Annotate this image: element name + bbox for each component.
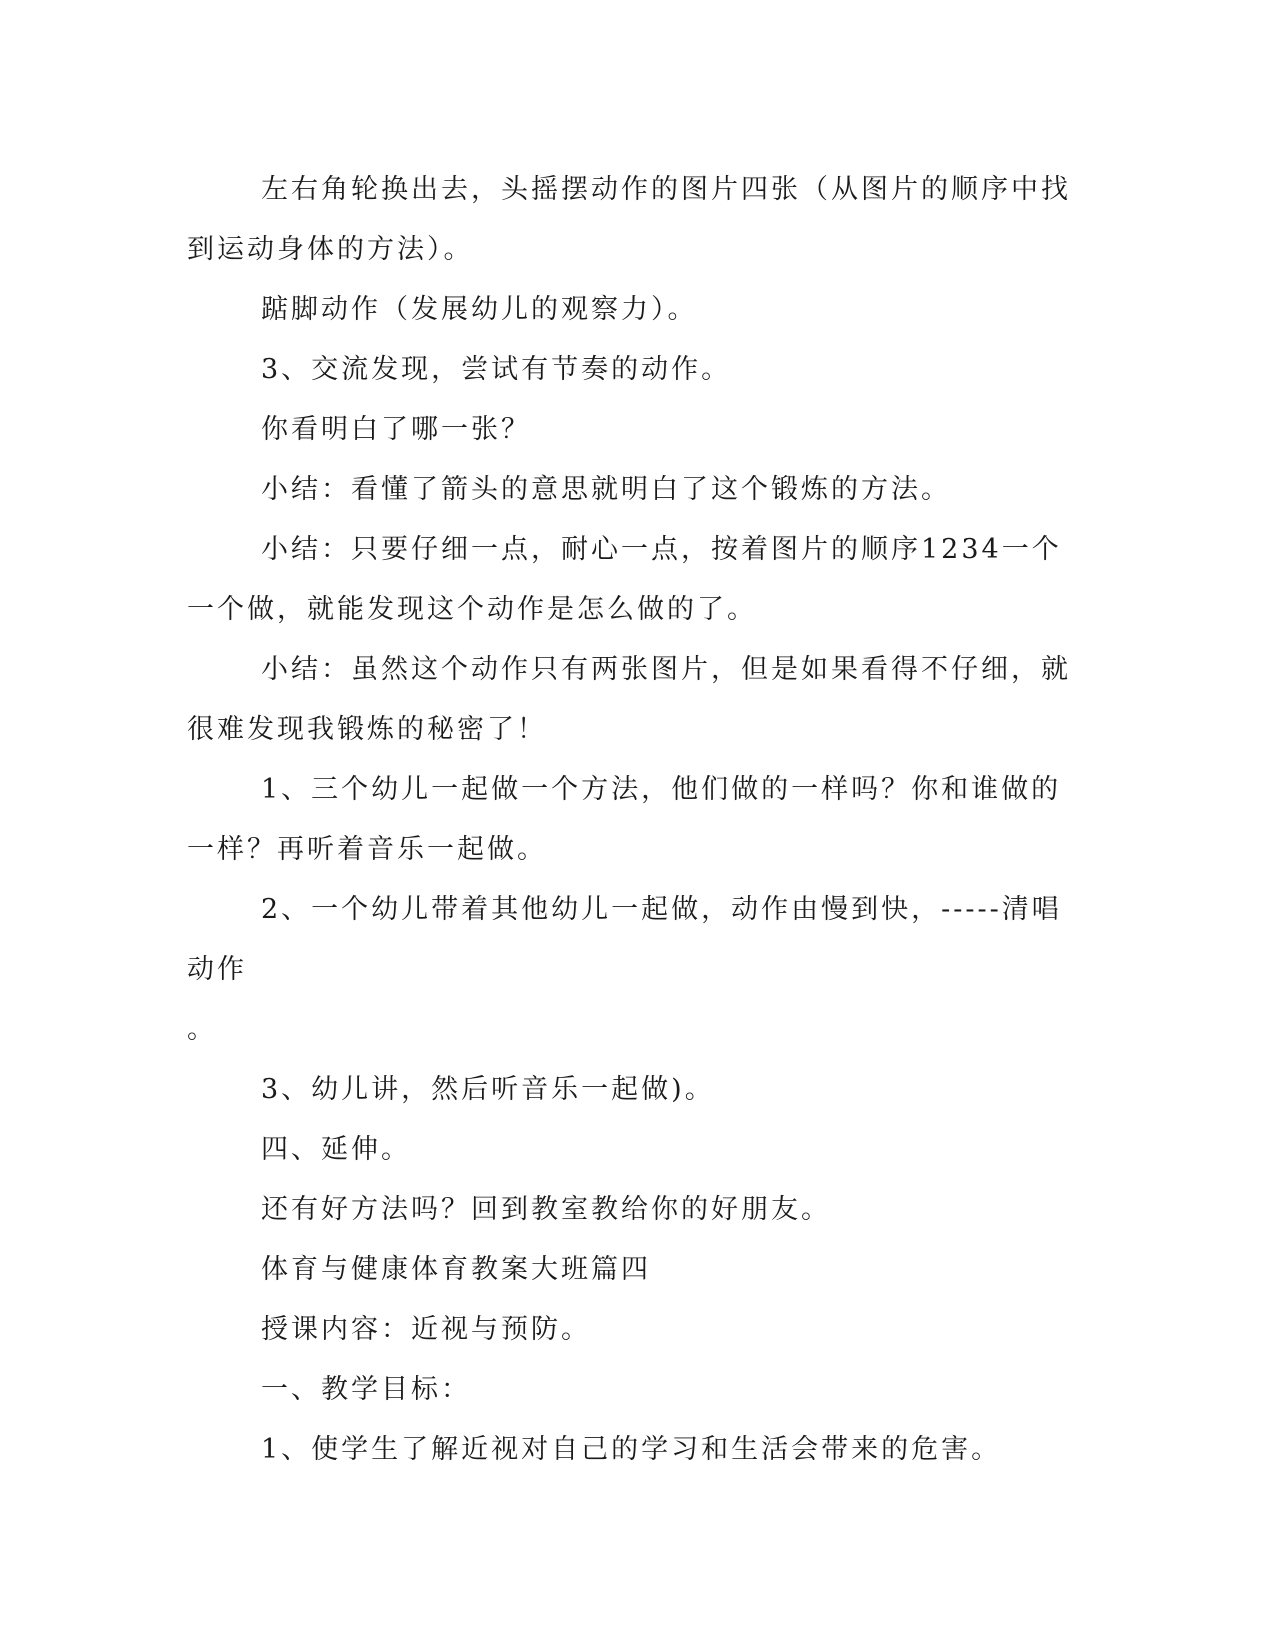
- paragraph-3: 3、交流发现，尝试有节奏的动作。: [261, 354, 732, 385]
- paragraph-9: 2、一个幼儿带着其他幼儿一起做，动作由慢到快，-----清唱动作: [187, 894, 1062, 985]
- paragraph-2: 踮脚动作（发展幼儿的观察力）。: [261, 294, 698, 325]
- paragraph-10: 。: [187, 1014, 217, 1045]
- paragraph-4: 你看明白了哪一张？: [261, 414, 531, 445]
- paragraph-6: 小结：只要仔细一点，耐心一点，按着图片的顺序1234一个一个做，就能发现这个动作是怎么做的了。: [187, 534, 1062, 625]
- paragraph-8: 1、三个幼儿一起做一个方法，他们做的一样吗？你和谁做的一样？再听着音乐一起做。: [187, 774, 1062, 865]
- paragraph-7: 小结：虽然这个动作只有两张图片，但是如果看得不仔细，就很难发现我锻炼的秘密了！: [187, 654, 1071, 745]
- document-body: [187, 160, 1077, 1480]
- paragraph-13: 还有好方法吗？回到教室教给你的好朋友。: [261, 1194, 831, 1225]
- paragraph-17: 1、使学生了解近视对自己的学习和生活会带来的危害。: [261, 1434, 1002, 1465]
- paragraph-15: 授课内容：近视与预防。: [261, 1314, 591, 1345]
- paragraph-5: 小结：看懂了箭头的意思就明白了这个锻炼的方法。: [261, 474, 951, 505]
- paragraph-12: 四、延伸。: [261, 1134, 411, 1165]
- paragraph-16: 一、教学目标：: [261, 1374, 471, 1405]
- paragraph-11: 3、幼儿讲，然后听音乐一起做)。: [261, 1074, 715, 1105]
- paragraph-1: 左右角轮换出去，头摇摆动作的图片四张（从图片的顺序中找到运动身体的方法）。: [187, 174, 1071, 265]
- section-heading: 体育与健康体育教案大班篇四: [261, 1254, 651, 1285]
